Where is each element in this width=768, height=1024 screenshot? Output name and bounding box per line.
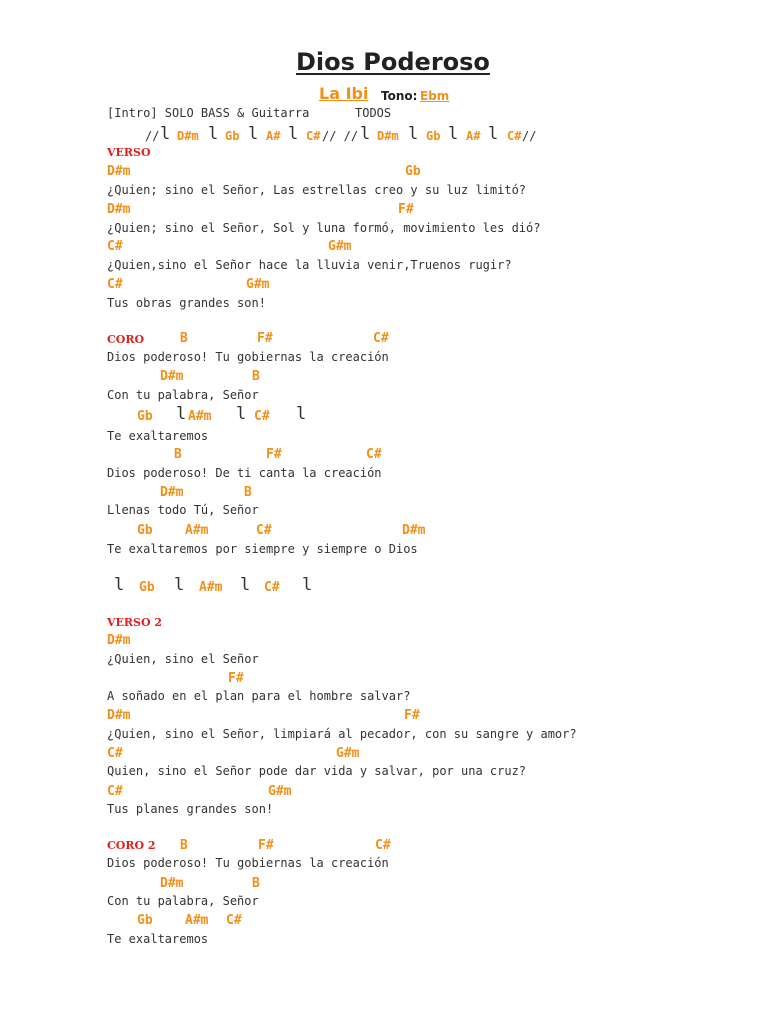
- chord: A#m: [188, 409, 212, 424]
- chord: C#: [507, 129, 522, 143]
- chord: A#m: [185, 523, 209, 538]
- chord: A#m: [185, 913, 209, 928]
- lyric-line: ¿Quien; sino el Señor, Las estrellas creo y su luz limitó?: [107, 183, 527, 197]
- lyric-line: ¿Quien,sino el Señor hace la lluvia venir,Truenos rugir?: [107, 258, 512, 272]
- lyric-line: ¿Quien, sino el Señor, limpiará al pecador, con su sangre y amor?: [107, 727, 577, 741]
- lyric-line: Quien, sino el Señor pode dar vida y salvar, por una cruz?: [107, 764, 527, 778]
- section-label-verse: VERSO: [107, 146, 151, 159]
- section-label-chorus-2: CORO 2: [107, 839, 156, 852]
- lyric-line: Con tu palabra, Señor: [107, 388, 259, 402]
- chord: D#m: [160, 485, 184, 500]
- bar-line: l: [248, 124, 259, 144]
- lyric-line: Dios poderoso! Tu gobiernas la creación: [107, 350, 389, 364]
- intro-mid-slashes: // //: [322, 129, 359, 143]
- bar-line: l: [174, 575, 185, 595]
- chord: B: [244, 485, 252, 500]
- lyric-line: Te exaltaremos: [107, 932, 209, 946]
- chord: C#: [107, 746, 123, 761]
- chord: B: [252, 876, 260, 891]
- chord: F#: [257, 331, 273, 346]
- intro-close-slashes: //: [522, 129, 537, 143]
- bar-line: l: [114, 575, 125, 595]
- chord: C#: [375, 838, 391, 853]
- chord: C#: [107, 277, 123, 292]
- chord: C#: [264, 580, 280, 595]
- chord: A#m: [199, 580, 223, 595]
- chord: D#m: [402, 523, 426, 538]
- artist-name[interactable]: La Ibi: [319, 84, 369, 103]
- lyric-line: Te exaltaremos por siempre y siempre o Dios: [107, 542, 418, 556]
- bar-line: l: [408, 124, 419, 144]
- bar-line: l: [296, 404, 307, 424]
- bar-line: l: [160, 124, 171, 144]
- bar-line: l: [236, 404, 247, 424]
- bar-line: l: [208, 124, 219, 144]
- chord: G#m: [246, 277, 270, 292]
- lyric-line: ¿Quien; sino el Señor, Sol y luna formó, movimiento les dió?: [107, 221, 541, 235]
- chord: C#: [107, 239, 123, 254]
- lyric-line: A soñado en el plan para el hombre salvar?: [107, 689, 411, 703]
- intro-open-slashes: //: [145, 129, 160, 143]
- lyric-line: Dios poderoso! De ti canta la creación: [107, 466, 382, 480]
- bar-line: l: [360, 124, 371, 144]
- chord: C#: [373, 331, 389, 346]
- chord: A#: [466, 129, 481, 143]
- chord: C#: [306, 129, 321, 143]
- lyric-line: ¿Quien, sino el Señor: [107, 652, 259, 666]
- chord: A#: [266, 129, 281, 143]
- chord: F#: [404, 708, 420, 723]
- chord: D#m: [107, 708, 131, 723]
- chord: Gb: [137, 913, 153, 928]
- chord: Gb: [137, 409, 153, 424]
- chord: F#: [258, 838, 274, 853]
- chord: D#m: [160, 876, 184, 891]
- bar-line: l: [488, 124, 499, 144]
- chord: G#m: [328, 239, 352, 254]
- chord: B: [180, 838, 188, 853]
- lyric-line: Con tu palabra, Señor: [107, 894, 259, 908]
- bar-line: l: [240, 575, 251, 595]
- chord: C#: [366, 447, 382, 462]
- chord: D#m: [377, 129, 399, 143]
- chord: G#m: [336, 746, 360, 761]
- chord: F#: [228, 671, 244, 686]
- chord: D#m: [177, 129, 199, 143]
- chord: B: [180, 331, 188, 346]
- bar-line: l: [448, 124, 459, 144]
- chord: D#m: [107, 164, 131, 179]
- chord: D#m: [160, 369, 184, 384]
- intro-todos: TODOS: [355, 106, 392, 120]
- section-label-chorus: CORO: [107, 333, 145, 346]
- lyric-line: Te exaltaremos: [107, 429, 209, 443]
- chord: Gb: [405, 164, 421, 179]
- chord: F#: [398, 202, 414, 217]
- chord: C#: [254, 409, 270, 424]
- bar-line: l: [302, 575, 313, 595]
- lyric-line: Tus obras grandes son!: [107, 296, 266, 310]
- chord: B: [174, 447, 182, 462]
- chord: D#m: [107, 633, 131, 648]
- chord: D#m: [107, 202, 131, 217]
- key-label: Tono:: [381, 89, 418, 103]
- lyric-line: Dios poderoso! Tu gobiernas la creación: [107, 856, 389, 870]
- chord: G#m: [268, 784, 292, 799]
- section-label-verse-2: VERSO 2: [107, 616, 163, 629]
- chord: C#: [107, 784, 123, 799]
- bar-line: l: [176, 404, 187, 424]
- chord: Gb: [426, 129, 441, 143]
- chord: Gb: [139, 580, 155, 595]
- chord: C#: [226, 913, 242, 928]
- chord: C#: [256, 523, 272, 538]
- song-title: Dios Poderoso: [296, 48, 490, 76]
- key-value[interactable]: Ebm: [420, 89, 450, 103]
- chord: F#: [266, 447, 282, 462]
- lyric-line: Tus planes grandes son!: [107, 802, 274, 816]
- lyric-line: Llenas todo Tú, Señor: [107, 503, 259, 517]
- chord: B: [252, 369, 260, 384]
- intro-text: [Intro] SOLO BASS & Guitarra: [107, 106, 310, 120]
- chord: Gb: [137, 523, 153, 538]
- chord: Gb: [225, 129, 240, 143]
- bar-line: l: [288, 124, 299, 144]
